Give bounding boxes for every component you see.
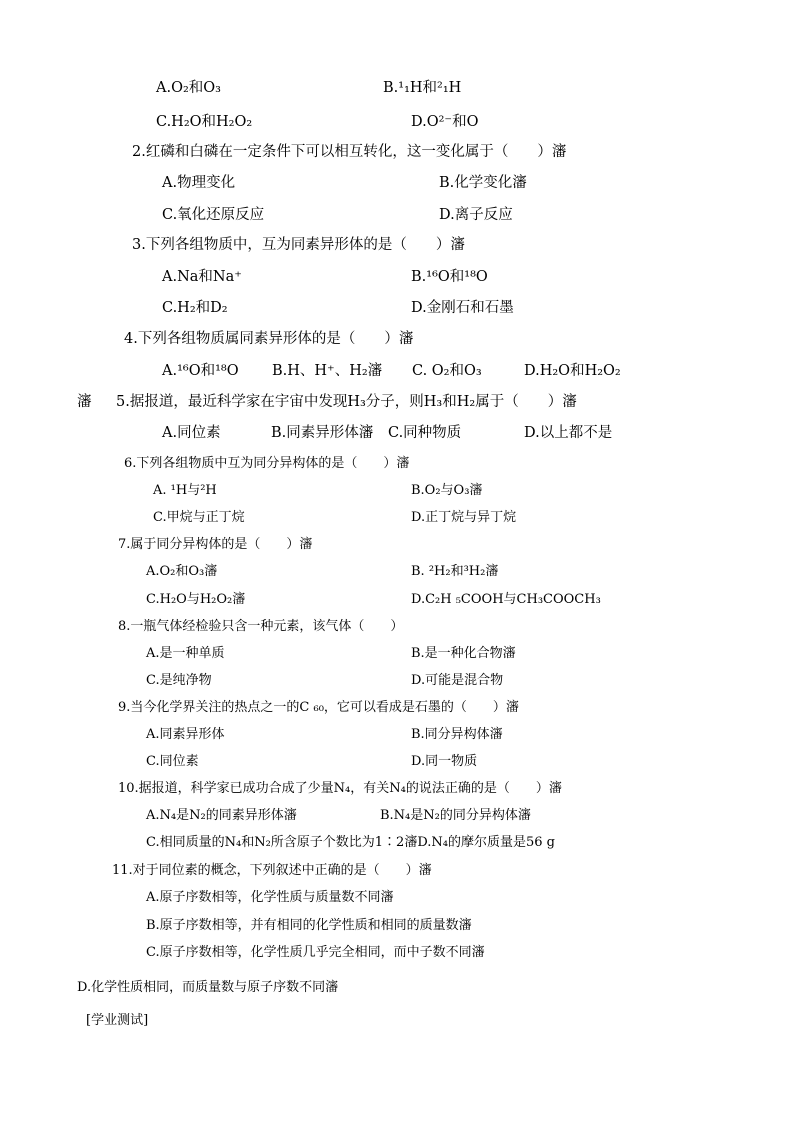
q6-option-d: D.正丁烷与异丁烷 (411, 510, 517, 525)
q2-option-a: A.物理变化 (162, 175, 236, 191)
q8-option-c: C.是纯净物 (146, 673, 212, 688)
q9-option-c: C.同位素 (146, 754, 199, 769)
q5-prefix: 瀋 (77, 394, 92, 410)
q8-option-b: B.是一种化合物瀋 (411, 646, 516, 661)
q6-stem: 6.下列各组物质中互为同分异构体的是（ ）瀋 (124, 456, 410, 471)
q6-option-c: C.甲烷与正丁烷 (153, 510, 245, 525)
q4-stem: 4.下列各组物质属同素异形体的是（ ）瀋 (124, 331, 414, 347)
q1-option-b: B.¹₁H和²₁H (383, 80, 462, 96)
q7-stem: 7.属于同分异构体的是（ ）瀋 (118, 537, 313, 552)
q3-option-c: C.H₂和D₂ (162, 300, 228, 316)
q10-option-a: A.N₄是N₂的同素异形体瀋 (146, 808, 297, 823)
q9-option-b: B.同分异构体瀋 (411, 727, 503, 742)
q1-option-a: A.O₂和O₃ (156, 80, 221, 96)
q1-option-d: D.O²⁻和O (411, 114, 479, 130)
q10-stem: 10.据报道，科学家已成功合成了少量N₄，有关N₄的说法正确的是（ ）瀋 (118, 781, 562, 796)
q9-option-d: D.同一物质 (411, 754, 478, 769)
q11-stem: 11.对于同位素的概念，下列叙述中正确的是（ ）瀋 (112, 863, 432, 878)
q3-stem: 3.下列各组物质中，互为同素异形体的是（ ）瀋 (132, 237, 465, 253)
q4-option-c: C. O₂和O₃ (412, 363, 482, 379)
q2-option-c: C.氧化还原反应 (162, 207, 265, 223)
q4-option-b: B.H、H⁺、H₂瀋 (272, 363, 383, 379)
q3-option-b: B.¹⁶O和¹⁸O (411, 269, 488, 285)
q10-option-b: B.N₄是N₂的同分异构体瀋 (380, 808, 531, 823)
q11-option-b: B.原子序数相等，并有相同的化学性质和相同的质量数瀋 (146, 918, 472, 933)
q3-option-a: A.Na和Na⁺ (162, 269, 242, 285)
q11-option-a: A.原子序数相等，化学性质与质量数不同瀋 (146, 890, 394, 905)
q6-option-b: B.O₂与O₃瀋 (411, 483, 483, 498)
q1-option-c: C.H₂O和H₂O₂ (156, 114, 253, 130)
q9-option-a: A.同素异形体 (146, 727, 225, 742)
q11-option-d: D.化学性质相同，而质量数与原子序数不同瀋 (77, 980, 339, 995)
q7-option-d: D.C₂H ₅COOH与CH₃COOCH₃ (411, 592, 601, 607)
q2-option-b: B.化学变化瀋 (439, 175, 527, 191)
q5-option-a: A.同位素 (162, 425, 221, 441)
q5-option-b: B.同素异形体瀋 (271, 425, 374, 441)
q7-option-a: A.O₂和O₃瀋 (146, 564, 218, 579)
q2-option-d: D.离子反应 (439, 207, 513, 223)
q2-stem: 2.红磷和白磷在一定条件下可以相互转化，这一变化属于（ ）瀋 (132, 144, 567, 160)
q8-option-a: A.是一种单质 (146, 646, 225, 661)
q7-option-b: B. ²H₂和³H₂瀋 (411, 564, 499, 579)
q5-stem: 5.据报道，最近科学家在宇宙中发现H₃分子，则H₃和H₂属于（ ）瀋 (116, 394, 577, 410)
q5-option-d: D.以上都不是 (524, 425, 613, 441)
q11-option-c: C.原子序数相等，化学性质几乎完全相同，而中子数不同瀋 (146, 945, 485, 960)
q5-option-c: C.同种物质 (388, 425, 462, 441)
q9-stem: 9.当今化学界关注的热点之一的C ₆₀，它可以看成是石墨的（ ）瀋 (118, 700, 519, 715)
section-heading: [学业测试] (86, 1013, 149, 1028)
q8-stem: 8.一瓶气体经检验只含一种元素，该气体（ ） (118, 619, 404, 634)
q8-option-d: D.可能是混合物 (411, 673, 504, 688)
q10-options-cd: C.相同质量的N₄和N₂所含原子个数比为1∶2瀋D.N₄的摩尔质量是56 g (146, 835, 556, 850)
q6-option-a: A. ¹H与²H (153, 483, 217, 498)
q4-option-d: D.H₂O和H₂O₂ (524, 363, 621, 379)
q3-option-d: D.金刚石和石墨 (411, 300, 514, 316)
q7-option-c: C.H₂O与H₂O₂瀋 (146, 592, 246, 607)
q4-option-a: A.¹⁶O和¹⁸O (162, 363, 239, 379)
